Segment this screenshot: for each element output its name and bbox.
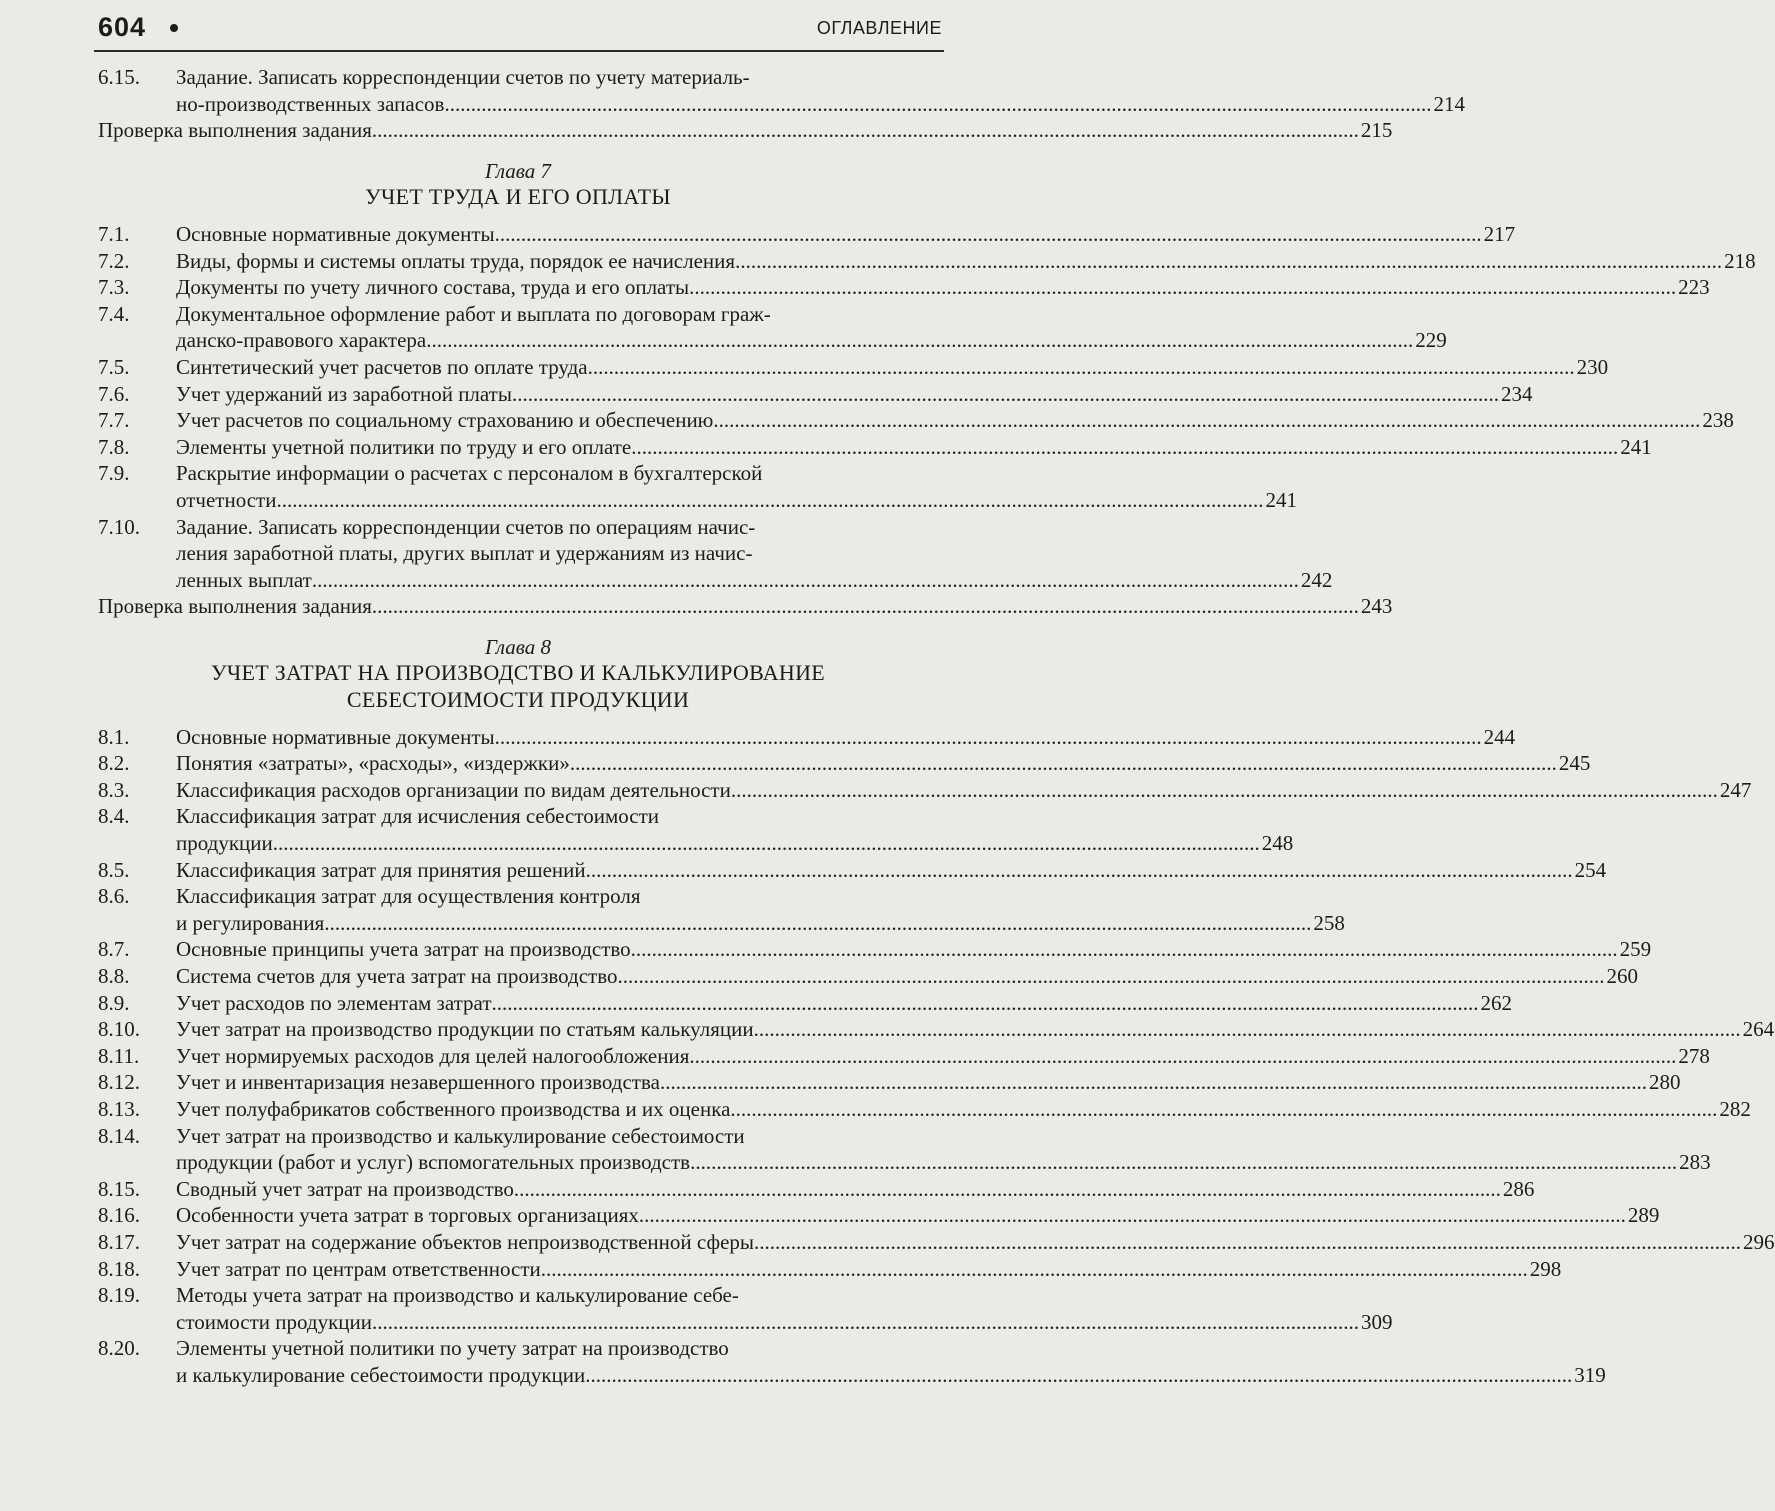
leader-dots (586, 857, 1573, 884)
leader-dots (689, 274, 1676, 301)
toc-entry-8-7[interactable] (98, 936, 1652, 963)
toc-entry-title: Классификация расходов организации по видам деятельности (176, 777, 731, 802)
toc-entry-8-10[interactable] (98, 1016, 1775, 1043)
leader-dots (689, 1043, 1676, 1070)
toc-entry-title-line1: Элементы учетной политики по учету затрат на производство (176, 1336, 729, 1361)
toc-entry-8-19[interactable] (98, 1282, 1393, 1335)
toc-entry-page: 296 (1743, 1229, 1775, 1254)
toc-entry-page: 244 (1483, 724, 1516, 749)
toc-entry-8-4[interactable] (98, 803, 1294, 856)
toc-entry-title: Учет полуфабрикатов собственного производства и их оценка (176, 1096, 731, 1121)
toc-entry-page: 217 (1483, 221, 1516, 246)
leader-dots (731, 777, 1718, 804)
toc-entry-number: 8.4. (98, 804, 130, 829)
leader-dots (444, 91, 1431, 118)
toc-entry-title: Документы по учету личного состава, труда и его оплаты (176, 275, 690, 300)
toc-entry-title-line1: Раскрытие информации о расчетах с персоналом в бухгалтерской (176, 461, 763, 486)
toc-entry-8-8[interactable] (98, 963, 1639, 990)
leader-dots (690, 1149, 1677, 1176)
toc-entry-title: Основные принципы учета затрат на производство (176, 937, 631, 962)
toc-entry-number: 8.14. (98, 1123, 140, 1148)
toc-entry-number: 7.5. (98, 354, 130, 379)
toc-entry-title-line2: отчетности (176, 487, 277, 512)
leader-dots (372, 1309, 1359, 1336)
leader-dots (585, 1362, 1572, 1389)
running-title: ОГЛАВЛЕНИЕ (816, 18, 942, 38)
leader-dots (713, 407, 1700, 434)
toc-entry-title-line2: и регулирования (176, 910, 325, 935)
toc-entry-number: 8.20. (98, 1336, 140, 1361)
toc-entry-8-16[interactable] (98, 1202, 1660, 1229)
leader-dots (730, 1096, 1717, 1123)
toc-entry-number: 8.19. (98, 1283, 140, 1308)
toc-entry-check-7[interactable] (98, 593, 1393, 620)
toc-entry-number: 7.9. (98, 461, 130, 486)
toc-entry-title-line1: Учет затрат на производство и калькулирование себестоимости (176, 1123, 745, 1148)
bullet-icon (170, 24, 178, 32)
toc-entry-page: 309 (1361, 1309, 1393, 1334)
toc-entry-title-line2: но-производственных запасов (176, 91, 445, 116)
toc-entry-page: 282 (1719, 1096, 1751, 1121)
toc-entry-page: 230 (1576, 354, 1609, 379)
leader-dots (426, 327, 1413, 354)
toc-entry-page: 254 (1574, 857, 1607, 882)
leader-dots (631, 936, 1618, 963)
toc-entry-title: Понятия «затраты», «расходы», «издержки» (176, 751, 570, 776)
leader-dots (631, 434, 1618, 461)
toc-entry-8-6[interactable] (98, 883, 1345, 936)
toc-entry-page: 289 (1627, 1203, 1660, 1228)
leader-dots (276, 487, 1263, 514)
toc-entry-page: 218 (1724, 248, 1756, 273)
toc-entry-page: 241 (1265, 487, 1297, 512)
toc-entry-8-17[interactable] (98, 1229, 1775, 1256)
toc-entry-title-line1: Классификация затрат для осуществления контроля (176, 884, 641, 909)
toc-entry-number: 8.6. (98, 884, 130, 909)
toc-entry-7-7[interactable] (98, 407, 1734, 434)
leader-dots (324, 910, 1311, 937)
toc-entry-title: Учет затрат на содержание объектов непроизводственной сферы (176, 1229, 755, 1254)
leader-dots (754, 1229, 1741, 1256)
toc-entry-title: Учет расчетов по социальному страхованию и обеспечению (176, 408, 714, 433)
toc-entry-page: 238 (1702, 408, 1734, 433)
chapter-8-title-line1[interactable]: УЧЕТ ЗАТРАТ НА ПРОИЗВОДСТВО И КАЛЬКУЛИРОВАНИЕ (210, 660, 825, 686)
toc-entry-page: 298 (1529, 1256, 1562, 1281)
toc-entry-page: 215 (1360, 118, 1393, 143)
leader-dots (754, 1016, 1741, 1043)
toc-entry-page: 283 (1679, 1150, 1711, 1175)
toc-entry-title-line2: ления заработной платы, других выплат и удержаниям из начис- (176, 541, 753, 566)
toc-entry-title-line2: продукции (работ и услуг) вспомогательных производств (176, 1150, 691, 1175)
toc-entry-number: 7.3. (98, 275, 130, 300)
leader-dots (618, 963, 1605, 990)
toc-entry-page: 234 (1500, 381, 1533, 406)
toc-entry-number: 8.12. (98, 1070, 140, 1095)
toc-entry-7-9[interactable] (98, 460, 1297, 513)
toc-entry-page: 258 (1313, 910, 1345, 935)
leader-dots (639, 1202, 1626, 1229)
toc-entry-number: 8.11. (98, 1043, 140, 1068)
toc-entry-8-14[interactable] (98, 1123, 1711, 1176)
chapter-8-title-line2[interactable]: СЕБЕСТОИМОСТИ ПРОДУКЦИИ (346, 687, 690, 713)
leader-dots (312, 567, 1299, 594)
toc-entry-title: Классификация затрат для принятия решений (176, 857, 586, 882)
toc-entry-title-line2: и калькулирование себестоимости продукции (176, 1362, 586, 1387)
leader-dots (495, 724, 1482, 751)
header-divider (94, 50, 944, 52)
toc-entry-title: Особенности учета затрат в торговых организациях (176, 1203, 639, 1228)
toc-entry-check-6[interactable] (98, 117, 1393, 144)
leader-dots (735, 248, 1722, 275)
leader-dots (372, 117, 1359, 144)
toc-entry-number: 8.7. (98, 937, 130, 962)
toc-entry-title: Учет и инвентаризация незавершенного производства (176, 1070, 660, 1095)
toc-entry-page: 214 (1433, 91, 1465, 116)
leader-dots (273, 830, 1260, 857)
toc-entry-number: 7.10. (98, 514, 140, 539)
leader-dots (514, 1176, 1501, 1203)
toc-entry-page: 259 (1619, 937, 1652, 962)
toc-entry-7-10[interactable] (98, 514, 1333, 594)
toc-entry-title-line1: Задание. Записать корреспонденции счетов по операциям начис- (176, 514, 756, 539)
toc-entry-7-2[interactable] (98, 248, 1756, 275)
toc-entry-title-line2: данско-правового характера (176, 328, 427, 353)
toc-entry-7-4[interactable] (98, 301, 1447, 354)
toc-entry-number: 8.17. (98, 1229, 140, 1254)
toc-entry-number: 8.16. (98, 1203, 140, 1228)
toc-entry-number: 7.6. (98, 381, 130, 406)
chapter-7-title[interactable]: УЧЕТ ТРУДА И ЕГО ОПЛАТЫ (365, 184, 671, 210)
toc-entry-page: 248 (1261, 831, 1294, 856)
toc-entry-title: Основные нормативные документы (176, 221, 495, 246)
toc-entry-title: Учет расходов по элементам затрат (176, 990, 492, 1015)
toc-entry-8-3[interactable] (98, 777, 1752, 804)
toc-entry-8-13[interactable] (98, 1096, 1751, 1123)
toc-entry-number: 8.18. (98, 1256, 140, 1281)
toc-entry-number: 7.2. (98, 248, 130, 273)
toc-entry-number: 8.1. (98, 724, 130, 749)
toc-entry-page: 280 (1648, 1070, 1681, 1095)
toc-entry-7-6[interactable] (98, 381, 1533, 408)
toc-entry-number: 8.10. (98, 1017, 140, 1042)
toc-entry-title: Основные нормативные документы (176, 724, 495, 749)
toc-entry-number: 8.13. (98, 1096, 140, 1121)
toc-entry-8-20[interactable] (98, 1335, 1606, 1388)
toc-entry-title-line2: продукции (176, 831, 273, 856)
toc-entry-page: 264 (1742, 1017, 1775, 1042)
leader-dots (372, 593, 1359, 620)
leader-dots (660, 1069, 1647, 1096)
toc-entry-page: 262 (1480, 990, 1513, 1015)
toc-entry-page: 223 (1678, 275, 1710, 300)
toc-entry-page: 245 (1558, 751, 1591, 776)
toc-entry-8-9[interactable] (98, 990, 1513, 1017)
toc-entry-8-18[interactable] (98, 1256, 1562, 1283)
leader-dots (495, 221, 1482, 248)
page-number: 604 (98, 12, 147, 42)
leader-dots (570, 750, 1557, 777)
toc-entry-page: 241 (1620, 434, 1652, 459)
toc-entry-number: 8.5. (98, 857, 130, 882)
page-header (0, 0, 966, 56)
toc-entry-7-1[interactable] (98, 221, 1516, 248)
toc-entry-number: 6.15. (98, 65, 140, 89)
leader-dots (512, 381, 1499, 408)
toc-entry-title: Синтетический учет расчетов по оплате труда (176, 354, 588, 379)
toc-entry-number: 7.7. (98, 408, 130, 433)
toc-entry-number: 8.8. (98, 964, 130, 988)
toc-entry-page: 260 (1606, 964, 1639, 988)
toc-entry-title: Система счетов для учета затрат на производство (176, 964, 618, 988)
toc-entry-title-line1: Классификация затрат для исчисления себестоимости (176, 804, 660, 829)
toc-entry-page: 286 (1502, 1176, 1535, 1201)
toc-entry-title: Проверка выполнения задания (98, 118, 372, 143)
toc-entry-title: Проверка выполнения задания (98, 594, 372, 619)
toc-entry-page: 278 (1678, 1043, 1710, 1068)
toc-entry-7-8[interactable] (98, 434, 1652, 461)
toc-entry-page: 247 (1719, 777, 1752, 802)
toc-entry-8-11[interactable] (98, 1043, 1710, 1070)
toc-entry-title: Учет затрат по центрам ответственности (176, 1256, 541, 1281)
toc-entry-title: Учет затрат на производство продукции по статьям калькуляции (176, 1017, 754, 1042)
toc-entry-page: 242 (1300, 567, 1333, 592)
toc-entry-6-15[interactable] (98, 64, 1465, 117)
toc-entry-7-3[interactable] (98, 274, 1710, 301)
toc-entry-page: 229 (1415, 328, 1447, 353)
toc-entry-title-line1: Задание. Записать корреспонденции счетов по учету материаль- (176, 65, 750, 89)
leader-dots (492, 990, 1479, 1017)
toc-entry-number: 8.9. (98, 990, 130, 1015)
toc-entry-8-2[interactable] (98, 750, 1591, 777)
toc-entry-title-line1: Методы учета затрат на производство и калькулирование себе- (176, 1283, 739, 1308)
toc-entry-8-5[interactable] (98, 857, 1607, 884)
toc-entry-title-line1: Документальное оформление работ и выплата по договорам граж- (176, 301, 771, 326)
toc-entry-number: 7.1. (98, 221, 130, 246)
toc-entry-page: 319 (1574, 1362, 1606, 1387)
toc-entry-number: 7.4. (98, 301, 130, 326)
chapter-8-label: Глава 8 (485, 634, 551, 659)
toc-entry-number: 8.15. (98, 1176, 140, 1201)
leader-dots (541, 1256, 1528, 1283)
toc-entry-title: Элементы учетной политики по труду и его оплате (176, 434, 632, 459)
chapter-7-label: Глава 7 (485, 158, 551, 183)
toc-entry-8-1[interactable] (98, 724, 1516, 751)
toc-entry-8-12[interactable] (98, 1069, 1681, 1096)
table-of-contents (98, 64, 1775, 1389)
toc-entry-page: 243 (1360, 594, 1393, 619)
leader-dots (588, 354, 1575, 381)
toc-entry-title: Сводный учет затрат на производство (176, 1176, 514, 1201)
toc-entry-title: Учет удержаний из заработной платы (176, 381, 512, 406)
toc-entry-number: 7.8. (98, 434, 130, 459)
toc-entry-title: Учет нормируемых расходов для целей налогообложения (176, 1043, 690, 1068)
toc-entry-7-5[interactable] (98, 354, 1609, 381)
toc-entry-title-line2: стоимости продукции (176, 1309, 372, 1334)
toc-entry-number: 8.3. (98, 777, 130, 802)
toc-entry-number: 8.2. (98, 751, 130, 776)
toc-entry-title: Виды, формы и системы оплаты труда, порядок ее начисления (176, 248, 736, 273)
toc-entry-title-line3: ленных выплат (176, 567, 312, 592)
toc-entry-8-15[interactable] (98, 1176, 1535, 1203)
